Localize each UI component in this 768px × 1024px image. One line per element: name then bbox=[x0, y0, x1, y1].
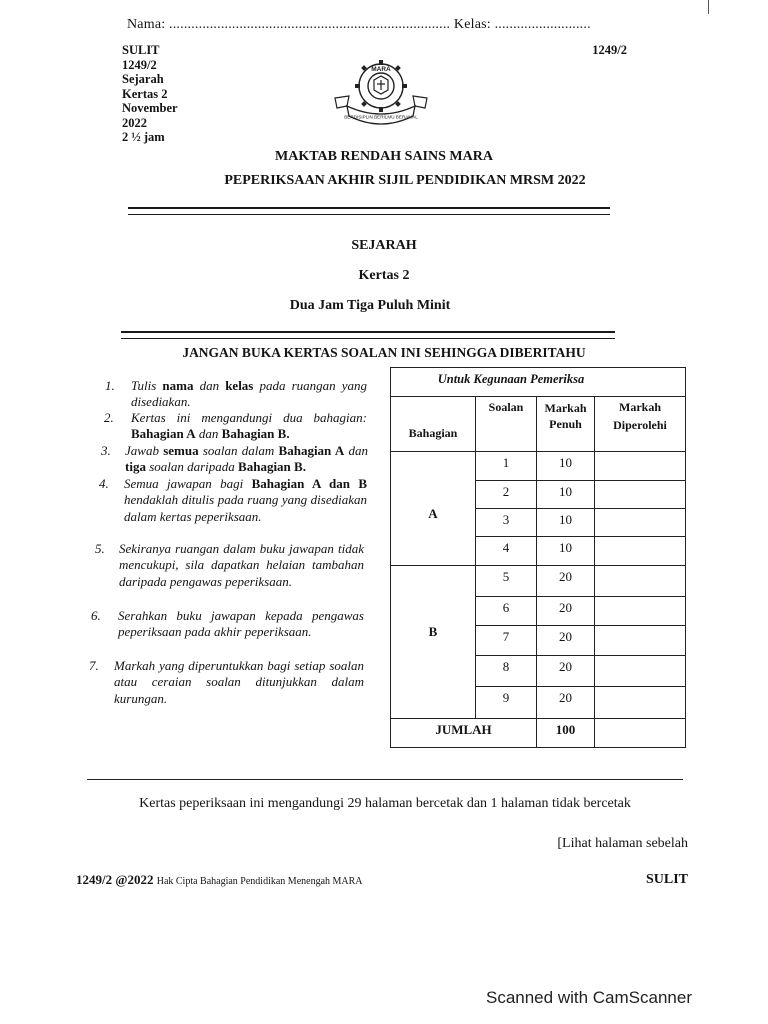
row-markah-penuh: 10 bbox=[559, 512, 572, 527]
see-next-page: [Lihat halaman sebelah bbox=[557, 836, 688, 851]
meta-subject: Sejarah bbox=[122, 72, 164, 86]
instruction-text-part: Bahagian B. bbox=[238, 459, 306, 475]
name-class-line: Nama: ............................................................................ Kelas: .......................... bbox=[127, 17, 591, 32]
row-markah-penuh: 20 bbox=[559, 629, 572, 644]
total-value: 100 bbox=[555, 722, 576, 737]
instruction-text-part: tiga bbox=[125, 459, 146, 475]
row-markah-penuh: 10 bbox=[559, 540, 572, 555]
paper-code: 1249/2 bbox=[592, 43, 627, 57]
exam-title: PEPERIKSAAN AKHIR SIJIL PENDIDIKAN MRSM 2022 bbox=[224, 173, 586, 188]
row-markah-penuh: 10 bbox=[559, 455, 572, 470]
instruction-text-part: semua bbox=[163, 443, 199, 458]
meta-duration: 2 ½ jam bbox=[122, 130, 165, 144]
table-rule bbox=[391, 718, 685, 719]
row-soalan: 2 bbox=[502, 484, 510, 499]
instruction-text-part: soalan dalam bbox=[198, 443, 279, 458]
instruction-text bbox=[125, 443, 368, 476]
table-title: Untuk Kegunaan Pemeriksa bbox=[437, 372, 585, 386]
meta-year: 2022 bbox=[122, 115, 147, 130]
instruction-text-part: Bahagian A bbox=[278, 443, 345, 458]
instruction-text bbox=[131, 410, 367, 443]
header-soalan: Soalan bbox=[488, 400, 524, 414]
row-soalan: 4 bbox=[502, 540, 510, 555]
header-markah-diperolehi bbox=[595, 398, 685, 434]
footer-divider bbox=[87, 779, 683, 780]
instruction-number: 6. bbox=[91, 608, 101, 623]
instruction-text bbox=[119, 541, 364, 590]
meta-sulit: SULIT bbox=[122, 43, 160, 57]
subject-name: SEJARAH bbox=[351, 238, 417, 253]
subject-paper: Kertas 2 bbox=[358, 268, 410, 283]
row-markah-diperolehi-cell[interactable] bbox=[595, 451, 685, 480]
instruction-text bbox=[131, 378, 367, 411]
row-markah-penuh: 20 bbox=[559, 690, 572, 705]
instruction-text-part: soalan daripada bbox=[145, 459, 239, 475]
row-soalan: 8 bbox=[502, 659, 510, 674]
instruction-text bbox=[118, 608, 364, 641]
row-soalan: 9 bbox=[502, 690, 510, 705]
header-markah-penuh-text: Markah Penuh bbox=[544, 401, 587, 431]
instruction-text-part: dan bbox=[193, 378, 226, 393]
row-markah-penuh: 20 bbox=[559, 569, 572, 584]
mrsm-logo bbox=[327, 56, 435, 130]
copyright-text: Hak Cipta Bahagian Pendidikan Menengah MARA bbox=[156, 876, 363, 887]
row-markah-diperolehi-cell[interactable] bbox=[595, 596, 685, 625]
row-soalan: 5 bbox=[502, 569, 510, 584]
row-markah-diperolehi-cell[interactable] bbox=[595, 625, 685, 655]
instruction-text-part: Markah yang diperuntukkan bagi setiap soalan atau ceraian soalan ditunjukkan dalam kurungan. bbox=[114, 658, 364, 706]
row-markah-diperolehi-cell[interactable] bbox=[595, 565, 685, 596]
row-markah-diperolehi-cell[interactable] bbox=[595, 686, 685, 718]
meta-paper: Kertas 2 bbox=[122, 86, 168, 101]
section-b-label: B bbox=[428, 624, 438, 639]
examiner-table bbox=[390, 367, 686, 748]
instruction-text-part: pada ruangan yang disediakan. bbox=[131, 378, 368, 410]
section-a-label: A bbox=[428, 506, 438, 521]
header-divider bbox=[128, 207, 610, 215]
scanner-watermark: Scanned with CamScanner bbox=[485, 988, 692, 1007]
row-markah-penuh: 20 bbox=[559, 600, 572, 615]
copyright bbox=[76, 872, 363, 888]
instruction-number: 7. bbox=[89, 658, 99, 673]
instruction-number: 5. bbox=[95, 541, 105, 556]
total-label: JUMLAH bbox=[435, 722, 492, 737]
row-soalan: 7 bbox=[502, 629, 510, 644]
row-soalan: 1 bbox=[502, 455, 510, 470]
instruction-text-part: Bahagian B. bbox=[221, 426, 290, 442]
row-markah-diperolehi-cell[interactable] bbox=[595, 536, 685, 565]
instruction-text-part: Sekiranya ruangan dalam buku jawapan tidak mencukupi, sila dapatkan helaian tambahan daripada pengawas peperiksaan. bbox=[119, 541, 364, 589]
do-not-open-warning: JANGAN BUKA KERTAS SOALAN INI SEHINGGA DIBERITAHU bbox=[182, 345, 586, 360]
instruction-text-part: Bahagian A bbox=[131, 426, 196, 442]
instruction-text-part: Tulis bbox=[131, 378, 163, 393]
instruction-text-part: Semua jawapan bagi bbox=[124, 476, 252, 491]
instruction-text-part: hendaklah ditulis pada ruang yang disediakan dalam kertas peperiksaan. bbox=[124, 492, 367, 524]
instruction-text bbox=[124, 476, 367, 525]
instruction-text-part: Kertas ini mengandungi dua bahagian: bbox=[131, 410, 367, 425]
row-soalan: 3 bbox=[502, 512, 510, 527]
paper-meta bbox=[122, 43, 178, 145]
instruction-text-part: nama bbox=[162, 378, 194, 393]
table-rule bbox=[391, 396, 685, 397]
instruction-number: 2. bbox=[104, 410, 114, 425]
subject-duration: Dua Jam Tiga Puluh Minit bbox=[289, 298, 451, 313]
instruction-number: 3. bbox=[101, 443, 111, 458]
meta-code: 1249/2 bbox=[122, 57, 157, 72]
row-markah-diperolehi-cell[interactable] bbox=[595, 480, 685, 508]
row-markah-diperolehi-cell[interactable] bbox=[595, 655, 685, 686]
copyright-code: 1249/2 @2022 bbox=[76, 872, 154, 887]
row-markah-penuh: 20 bbox=[559, 659, 572, 674]
footer-sulit: SULIT bbox=[645, 872, 688, 887]
instruction-text-part: Serahkan buku jawapan kepada pengawas peperiksaan pada akhir peperiksaan. bbox=[118, 608, 364, 640]
instruction-text bbox=[114, 658, 364, 707]
instruction-number: 1. bbox=[105, 378, 115, 393]
scan-edge-mark bbox=[708, 0, 709, 14]
svg-text:MARA: MARA bbox=[371, 66, 391, 73]
row-soalan: 6 bbox=[502, 600, 510, 615]
header-markah-penuh bbox=[537, 400, 594, 432]
instruction-number: 4. bbox=[99, 476, 109, 491]
instruction-text-part: Jawab bbox=[125, 443, 164, 458]
instruction-text-part: dan bbox=[344, 443, 368, 458]
page-count-note: Kertas peperiksaan ini mengandungi 29 halaman bercetak dan 1 halaman tidak bercetak bbox=[139, 796, 631, 811]
organisation-title: MAKTAB RENDAH SAINS MARA bbox=[275, 149, 493, 164]
meta-month: November bbox=[122, 101, 178, 115]
instruction-text-part: Bahagian A dan B bbox=[251, 476, 367, 491]
row-markah-diperolehi-cell[interactable] bbox=[595, 508, 685, 536]
row-markah-penuh: 10 bbox=[559, 484, 572, 499]
header-bahagian: Bahagian bbox=[408, 426, 458, 440]
instruction-text-part: kelas bbox=[225, 378, 254, 393]
subject-divider bbox=[121, 331, 615, 339]
header-markah-diperolehi-text: Markah Diperolehi bbox=[613, 400, 667, 432]
instruction-text-part: dan bbox=[195, 426, 222, 442]
svg-text:BERDISIPLIN BERILMU BERAMAL: BERDISIPLIN BERILMU BERAMAL bbox=[344, 114, 418, 120]
